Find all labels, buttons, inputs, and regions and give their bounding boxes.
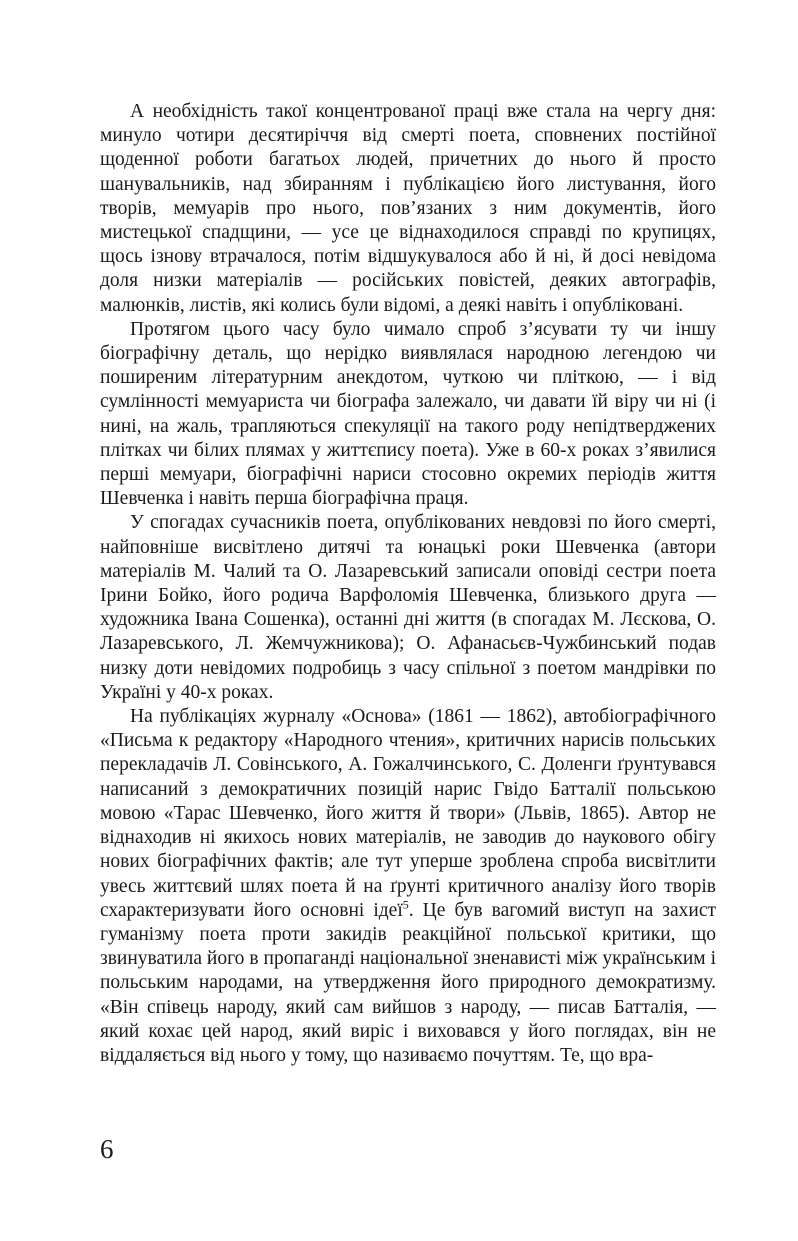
paragraph: У спогадах сучасників поета, опублікованих невдовзі по його смерті, найповніше висвітлено дитячі та юнацькі роки Шевченка (автори матеріалів М. Чалий та О. Лазаревський записали оповіді сестри поета Ірини Бойко, його родича Варфоломія Шевченка, близького друга — художника Івана Сошенка), останні дні життя (в спогадах М. Лєскова, О. Лазаревського, Л. Жемчужникова); О. Афанасьєв-Чужбинський подав низку доти невідомих подробиць з часу спільної з поетом мандрівки по Україні у 40-х роках. bbox=[100, 512, 716, 703]
paragraph: Протягом цього часу було чимало спроб з’ясувати ту чи іншу біографічну деталь, що нерідко виявлялася народною легендою чи поширеним літературним анекдотом, чуткою чи пліткою, — і від сумлінності мемуариста чи біографа залежало, чи давати їй віру чи ні (і нині, на жаль, трапляються спекуляції на такого роду непідтверджених плітках чи білих плямах у життєпису поета). Уже в 60-х роках з’явилися перші мемуари, біографічні нариси стосовно окремих періодів життя Шевченка і навіть перша біографічна праця. bbox=[100, 318, 716, 510]
page-body bbox=[100, 100, 716, 1068]
page-number: 6 bbox=[100, 1134, 114, 1164]
footnote-marker[interactable]: 5 bbox=[402, 897, 409, 912]
paragraph: А необхідність такої концентрованої праці вже стала на чергу дня: минуло чотири десятиріччя від смерті поета, сповнених постійної щоденної роботи багатьох людей, причетних до нього й просто шанувальників, над збиранням і публікацією його листування, його творів, мемуарів про нього, пов’язаних з ним документів, його мистецької спадщини, — усе це віднаходилося справді по крупицях, щось ізнову втрачалося, потім відшукувалося або й ні, й досі невідома доля низки матеріалів — російських повістей, деяких автографів, малюнків, листів, які колись були відомі, а деякі навіть і опубліковані. bbox=[100, 101, 716, 316]
paragraph-text: На публікаціях журналу «Основа» (1861 — 1862), автобіографічного «Письма к редактору «Народного чтения», критичних нарисів польських перекладачів Л. Совінського, А. Гожалчинського, С. Доленги ґрунтувався написаний з демократичних позицій нарис Гвідо Батталії польською мовою «Тарас Шевченко, його життя й твори» (Львів, 1865). Автор не віднаходив ні якихось нових матеріалів, не заводив до наукового обігу нових біографічних фактів; але тут уперше зроблена спроба висвітлити увесь життєвий шлях поета й на ґрунті критичного аналізу його творів схарактеризувати його основні ідеї bbox=[100, 706, 716, 921]
paragraph bbox=[100, 705, 716, 1068]
paragraph-text: . Це був вагомий виступ на захист гуманізму поета проти закидів реакційної польської критики, що звинуватила його в пропаганді національної зненависті між українським і польським народами, на утвердження його природного демократизму. «Він співець народу, який сам вийшов з народу, — писав Батталія, — який кохає цей народ, який виріс і виховався у його поглядах, він не віддаляється від нього у тому, що називаємо почуттям. Те, що вра- bbox=[100, 899, 716, 1066]
